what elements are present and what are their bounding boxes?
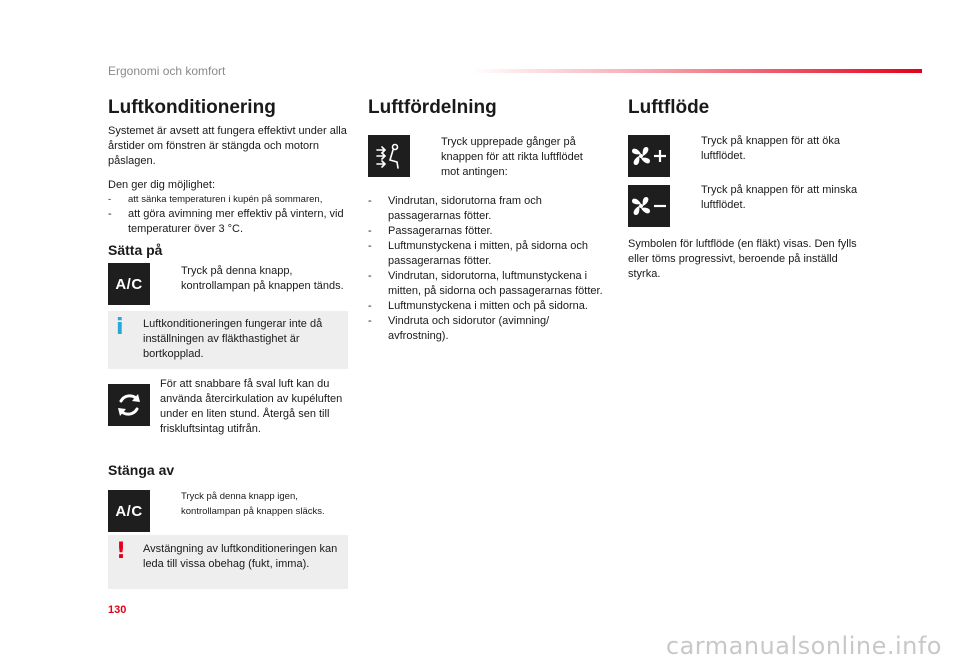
watermark: carmanualsonline.info: [665, 632, 942, 660]
distribution-options: [368, 194, 606, 344]
decrease-text: Tryck på knappen för att minska luftflödet.: [701, 184, 858, 211]
distribution-option: - Vindrutan, sidorutorna, luftmunstyckena i mitten, på sidorna och passagerarnas fötter.: [368, 269, 606, 299]
airflow-note: Symbolen för luftflöde (en fläkt) visas. Den fylls eller töms progressivt, beroende på inställd styrka.: [628, 238, 857, 280]
header-rule: [470, 69, 922, 73]
distribution-option: - Vindrutan, sidorutorna fram och passagerarnas fötter.: [368, 194, 606, 224]
possibility-item: - att sänka temperaturen i kupén på sommaren,: [108, 192, 352, 207]
distribution-option: - Passagerarnas fötter.: [368, 224, 606, 239]
decrease-instruction: [680, 183, 860, 213]
turn-on-text: Tryck på denna knapp, kontrollampan på knappen tänds.: [181, 265, 344, 292]
intro-text: Systemet är avsett att fungera effektivt under alla årstider om fönstren är stängda och motorn påslagen.: [108, 125, 347, 167]
distribution-option: - Luftmunstyckena i mitten och på sidorna.: [368, 299, 606, 314]
title-satta-pa: Sätta på: [108, 242, 163, 258]
info-icon: i: [116, 315, 124, 340]
title-luftkonditionering: Luftkonditionering: [108, 97, 276, 118]
turn-on-instruction: [160, 264, 350, 294]
section-header: Ergonomi och komfort: [108, 64, 226, 78]
info-note-text: Luftkonditioneringen fungerar inte då inställningen av fläkthastighet är bortkopplad.: [143, 318, 323, 360]
distribution-text: Tryck upprepade gånger på knappen för att rikta luftflödet mot antingen:: [441, 136, 583, 178]
fan-plus-icon: [628, 135, 670, 177]
turn-off-instruction: [160, 489, 352, 519]
title-luftflode: Luftflöde: [628, 97, 710, 118]
recirculation-text: För att snabbare få sval luft kan du använda återcirkulation av kupéluften under en liten stund. Återgå sen till friskluftsintag utifrån.: [160, 378, 343, 435]
air-distribution-icon: [368, 135, 410, 177]
possibility-list: [108, 192, 352, 237]
distribution-instruction: [420, 135, 590, 180]
distribution-option: - Luftmunstyckena i mitten, på sidorna och passagerarnas fötter.: [368, 239, 606, 269]
ac-button-icon: A/C: [108, 490, 150, 532]
warning-icon: !: [116, 539, 127, 564]
warning-note: [108, 535, 348, 589]
increase-instruction: [680, 134, 855, 164]
title-stanga-av: Stänga av: [108, 462, 175, 478]
possibility-label: Den ger dig möjlighet:: [108, 179, 216, 191]
title-luftfordelning: Luftfördelning: [368, 97, 497, 118]
increase-text: Tryck på knappen för att öka luftflödet.: [701, 135, 840, 162]
ac-button-icon: A/C: [108, 263, 150, 305]
warning-note-text: Avstängning av luftkonditioneringen kan leda till vissa obehag (fukt, imma).: [143, 543, 338, 570]
page-number: 130: [108, 604, 127, 616]
fan-minus-icon: [628, 185, 670, 227]
info-note: [108, 311, 348, 369]
recirculation-icon: [108, 384, 150, 426]
distribution-option: - Vindruta och sidorutor (avimning/ avfrostning).: [368, 314, 606, 344]
possibility-item: - att göra avimning mer effektiv på vintern, vid temperaturer över 3 °C.: [108, 207, 352, 237]
turn-off-text: Tryck på denna knapp igen, kontrollampan på knappen släcks.: [181, 491, 325, 517]
